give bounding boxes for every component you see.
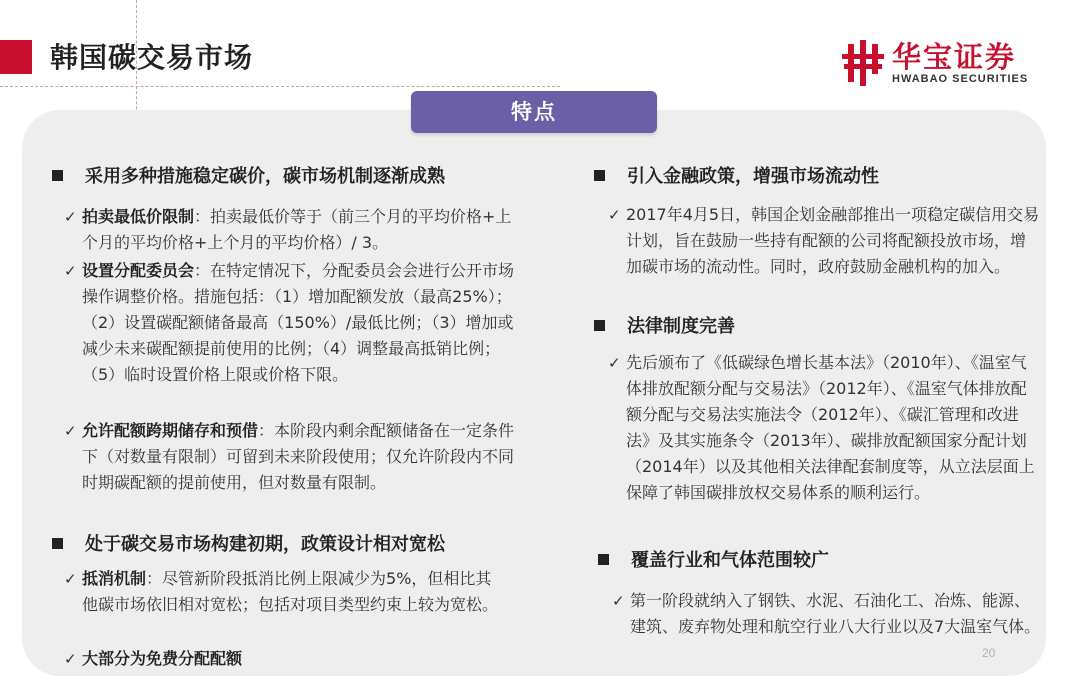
item-text: 2017年4月5日，韩国企划金融部推出一项稳定碳信用交易计划，旨在鼓励一些持有配额的公司将配额投放市场，增加碳市场的流动性。同时，政府鼓励金融机构的加入。	[626, 205, 1040, 276]
list-item	[64, 204, 522, 256]
item-text: ：在特定情况下，分配委员会会进行公开市场操作调整价格。措施包括：（1）增加配额发放（最高25%）；（2）设置碳配额储备最高（150%）/最低比例；（3）增加或减少未来碳配额提前使用的比例；（4）调整最高抵销比例；（5）临时设置价格上限或价格下限。	[82, 261, 515, 384]
section-heading-text: 引入金融政策，增强市场流动性	[627, 166, 879, 187]
bullet-square-icon	[594, 170, 605, 181]
checkmark-icon: ✓	[64, 422, 77, 440]
item-text: ：尽管新阶段抵消比例上限减少为5%，但相比其他碳市场依旧相对宽松；包括对项目类型约束上较为宽松。	[82, 569, 499, 614]
checkmark-icon: ✓	[64, 650, 77, 668]
section-heading-text: 覆盖行业和气体范围较广	[631, 550, 829, 571]
checkmark-icon: ✓	[64, 570, 77, 588]
section-heading-text: 法律制度完善	[627, 316, 735, 337]
item-text: ：拍卖最低价等于（前三个月的平均价格+上个月的平均价格+上个月的平均价格）/ 3。	[82, 207, 512, 252]
section-heading	[52, 164, 445, 190]
item-text: 第一阶段就纳入了钢铁、水泥、石油化工、冶炼、能源、建筑、废弃物处理和航空行业八大行业以及7大温室气体。	[630, 591, 1041, 636]
list-item	[64, 258, 522, 388]
section-heading	[594, 164, 879, 190]
list-item	[608, 202, 1040, 280]
bullet-square-icon	[594, 320, 605, 331]
list-item	[64, 418, 522, 496]
section-heading	[52, 532, 445, 558]
section-heading	[598, 548, 829, 574]
page-number: 20	[982, 646, 996, 660]
bullet-square-icon	[52, 170, 63, 181]
checkmark-icon: ✓	[608, 206, 621, 224]
item-label: 允许配额跨期储存和预借	[82, 421, 259, 440]
item-text: ：本阶段内剩余配额储备在一定条件下（对数量有限制）可留到未来阶段使用；仅允许阶段内不同时期碳配额的提前使用，但对数量有限制。	[82, 421, 515, 492]
item-label: 拍卖最低价限制	[82, 207, 195, 226]
bullet-square-icon	[598, 554, 609, 565]
features-header: 特点	[411, 91, 657, 133]
company-logo	[842, 40, 1042, 90]
list-item	[612, 588, 1042, 640]
logo-text-cn: 华宝证券	[892, 40, 1017, 74]
item-text: 先后颁布了《低碳绿色增长基本法》（2010年）、《温室气体排放配额分配与交易法》（2012年）、《温室气体排放配额分配与交易法实施法令（2012年）、《碳汇管理和改进法》及其实施条令（2013年）、碳排放配额国家分配计划（2014年）以及其他相关法律配套制度等，从立法层面上保障了韩国碳排放权交易体系的顺利运行。	[626, 353, 1035, 502]
list-item	[64, 646, 502, 672]
checkmark-icon: ✓	[64, 262, 77, 280]
list-item	[64, 566, 502, 618]
hwabao-logo-icon	[842, 40, 886, 86]
list-item	[608, 350, 1040, 506]
item-label: 大部分为免费分配配额	[82, 649, 243, 668]
item-label: 设置分配委员会	[82, 261, 195, 280]
page-title: 韩国碳交易市场	[50, 41, 254, 74]
title-accent-bar	[0, 40, 32, 74]
bullet-square-icon	[52, 538, 63, 549]
checkmark-icon: ✓	[612, 592, 625, 610]
section-heading	[594, 314, 735, 340]
item-label: 抵消机制	[82, 569, 147, 588]
title-divider	[0, 86, 560, 87]
logo-text-en: HWABAO SECURITIES	[892, 73, 1029, 85]
checkmark-icon: ✓	[608, 354, 621, 372]
section-heading-text: 处于碳交易市场构建初期，政策设计相对宽松	[85, 534, 445, 555]
section-heading-text: 采用多种措施稳定碳价，碳市场机制逐渐成熟	[85, 166, 445, 187]
checkmark-icon: ✓	[64, 208, 77, 226]
